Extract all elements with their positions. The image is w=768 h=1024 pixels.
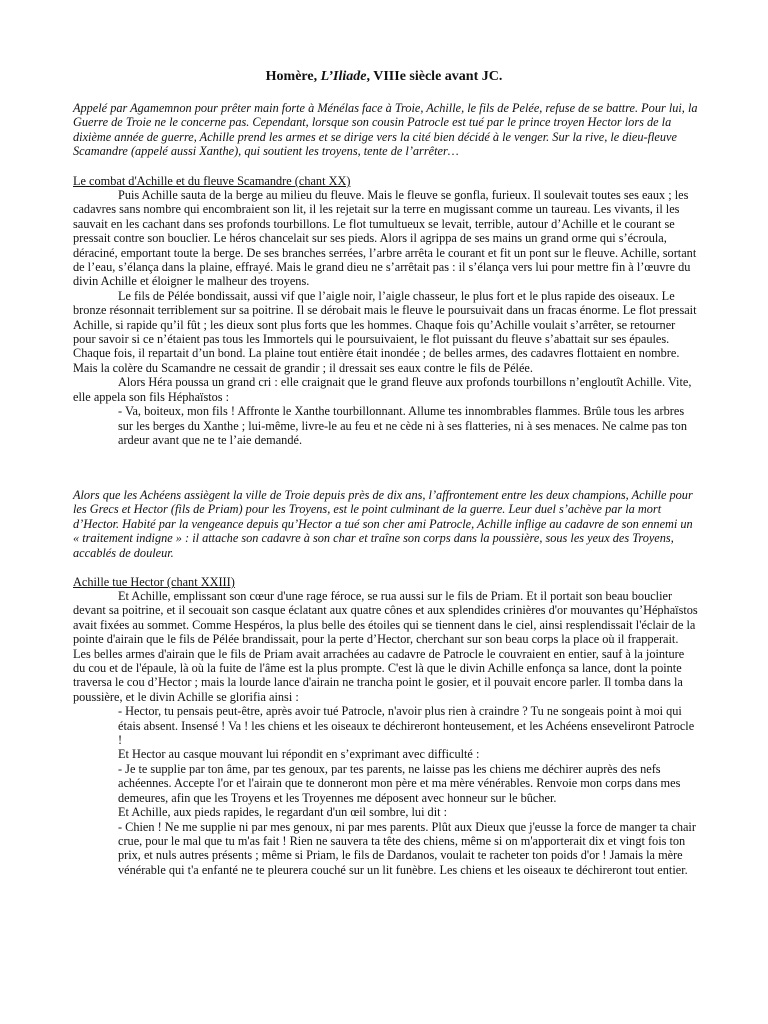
- section-heading-2: Achille tue Hector (chant XXIII): [73, 575, 235, 589]
- s2-paragraph-2: - Hector, tu pensais peut-être, après avoir tué Patrocle, n'avoir plus rien à craindre ? Tu ne songeais point à moi qui étais absent. Insensé ! Va ! les chiens et les oiseaux te déchireront honteusement, et les Achéens enseveliront Patrocle !: [118, 704, 695, 748]
- s1-paragraph-1: Puis Achille sauta de la berge au milieu du fleuve. Mais le fleuve se gonfla, furieux. Il soulevait toutes ses eaux ; les cadavres sans nombre qui encombraient son lit, il les rejetait sur la terre en mugissant comme un taureau. Les vivants, il les sauvait en les cachant dans ses profonds tourbillons. Le flot tumultueux se levait, terrible, autour d’Achille et le courant se pressait contre son bouclier. Le héros chancelait sur ses pieds. Alors il agrippa de ses mains un grand orme qui s’écroula, déraciné, emportant toute la berge. De ses branches serrées, l’arbre arrêta le courant et fit un pont sur le fleuve. Achille, sortant de l’eau, s’élança dans la plaine, effrayé. Mais le grand dieu ne s’arrêtait pas : il s’élança vers lui pour mettre fin à l’œuvre du divin Achille et éloigner le malheur des troyens.: [73, 188, 697, 289]
- s2-paragraph-4: - Je te supplie par ton âme, par tes genoux, par tes parents, ne laisse pas les chiens me déchirer auprès des nefs achéennes. Accepte l'or et l'airain que te donneront mon père et ma mère vénérables. Renvoie mon corps dans mes demeures, afin que les Troyens et les Troyennes me déposent avec honneur sur le bûcher.: [118, 761, 681, 805]
- s2-paragraph-6: - Chien ! Ne me supplie ni par mes genoux, ni par mes parents. Plût aux Dieux que j'eusse la force de manger ta chair crue, pour le mal que tu m'as fait ! Rien ne sauvera ta tête des chiens, même si on m'apporterait dix et vingt fois ton prix, et nuls autres présents ; même si Priam, le fils de Dardanos, voulait te racheter ton poids d'or ! Jamais la mère vénérable qui t'a enfanté ne te pleurera couché sur un lit funèbre. Les chiens et les oiseaux te déchireront tout entier.: [118, 819, 696, 877]
- s1-paragraph-3: Alors Héra poussa un grand cri : elle craignait que le grand fleuve aux profonds tourbillons n’engloutît Achille. Vite, elle appela son fils Héphaïstos :: [73, 375, 692, 404]
- s2-paragraph-5: Et Achille, aux pieds rapides, le regardant d'un œil sombre, lui dit :: [118, 805, 448, 820]
- title-suffix: , VIIIe siècle avant JC.: [366, 69, 503, 84]
- s1-paragraph-2: Le fils de Pélée bondissait, aussi vif que l’aigle noir, l’aigle chasseur, le plus fort et le plus rapide des oiseaux. Le bronze résonnait terriblement sur sa poitrine. Il se dérobait mais le fleuve le poursuivait dans un fracas énorme. Le flot pressait Achille, si rapide qu’il fût ; les dieux sont plus forts que les hommes. Chaque fois qu’Achille voulait s’arrêter, se retourner pour savoir si ce n’étaient pas tous les Immortels qui le poursuivaient, le flot puissant du fleuve s’abattait sur ses épaules. Chaque fois, il repartait d’un bond. La plaine tout entière était inondée ; de belles armes, des cadavres flottaient en nombre. Mais la colère du Scamandre ne cessait de grandir ; il dressait ses eaux contre le fils de Pélée.: [73, 288, 697, 375]
- s2-paragraph-3: Et Hector au casque mouvant lui répondit en s’exprimant avec difficulté :: [118, 747, 480, 762]
- document-title: [0, 68, 768, 85]
- s1-paragraph-4: - Va, boiteux, mon fils ! Affronte le Xanthe tourbillonnant. Allume tes innombrables flammes. Brûle tous les arbres sur les berges du Xanthe ; lui-même, livre-le au feu et ne cède ni à ses flatteries, ni à ses menaces. Ne calme pas ton ardeur avant que ne te l’aie demandé.: [118, 404, 687, 447]
- section-heading-1: Le combat d'Achille et du fleuve Scamandre (chant XX): [73, 174, 351, 188]
- section-2-body: [73, 589, 698, 877]
- title-work: L’Iliade: [320, 69, 367, 84]
- intro-paragraph-1: Appelé par Agamemnon pour prêter main forte à Ménélas face à Troie, Achille, le fils de Pelée, refuse de se battre. Pour lui, la Guerre de Troie ne le concerne pas. Cependant, lorsque son cousin Patrocle est tué par le prince troyen Hector lors de la dixième année de guerre, Achille prend les armes et se dirige vers la cité bien décidé à le venger. Sur la rive, le dieu-fleuve Scamandre (appelé aussi Xanthe), qui soutient les troyens, tente de l’arrêter…: [73, 101, 698, 159]
- title-prefix: Homère,: [265, 69, 321, 84]
- s2-paragraph-1: Et Achille, emplissant son cœur d'une rage féroce, se rua aussi sur le fils de Priam. Et il portait son beau bouclier devant sa poitrine, et il secouait son casque éclatant aux quatre cônes et aux splendides crinières d'or mouvantes qu’Héphaïstos avait fixées au sommet. Comme Hespéros, la plus belle des étoiles qui se tiennent dans le ciel, ainsi resplendissait l'éclair de la pointe d'airain que le fils de Pélée brandissait, pour la perte d’Hector, cherchant sur son beau corps la place où il frapperait. Les belles armes d'airain que le fils de Priam avait arrachées au cadavre de Patrocle le couvraient en entier, sauf à la jointure du cou et de l'épaule, là où la fuite de l'âme est la plus prompte. C'est là que le divin Achille enfonça sa lance, dont la pointe traversa le cou d’Hector ; mais la lourde lance d'airain ne trancha point le gosier, et il pouvait encore parler. Il tomba dans la poussière, et le divin Achille se glorifia ainsi :: [73, 589, 698, 704]
- intro-paragraph-2: Alors que les Achéens assiègent la ville de Troie depuis près de dix ans, l’affrontement entre les deux champions, Achille pour les Grecs et Hector (fils de Priam) pour les Troyens, est le point culminant de la guerre. Leur duel s’achève par la mort d’Hector. Habité par la vengeance depuis qu’Hector a tué son cher ami Patrocle, Achille inflige au cadavre de son ennemi un « traitement indigne » : il attache son cadavre à son char et traîne son corps dans la poussière, sous les yeux des Troyens, accablés de douleur.: [73, 488, 693, 560]
- section-1-body: [73, 188, 698, 447]
